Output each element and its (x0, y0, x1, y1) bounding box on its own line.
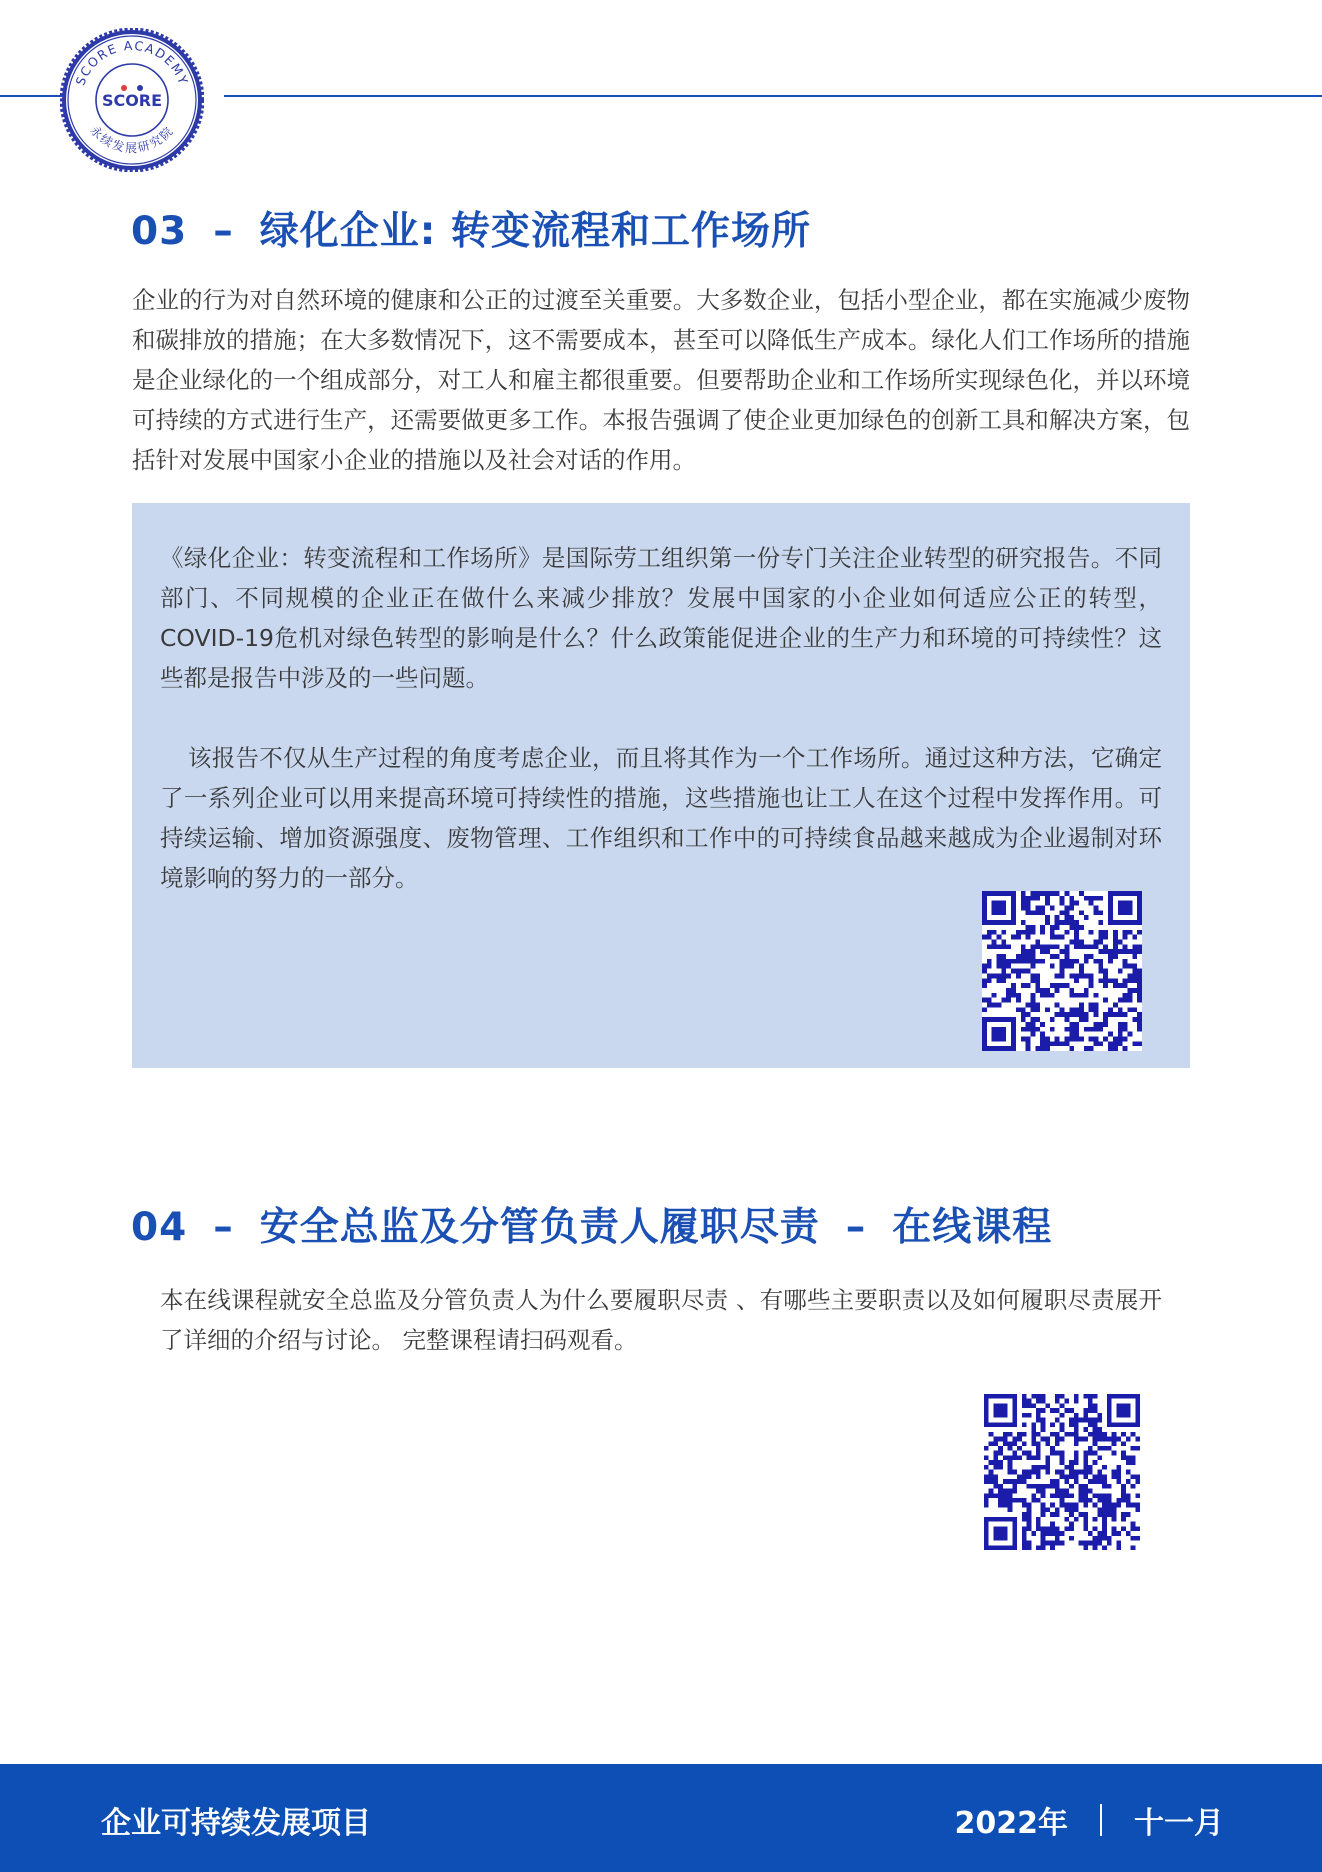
report-qr-code[interactable] (982, 891, 1142, 1051)
course-qr-code[interactable] (984, 1394, 1140, 1550)
section-04-title: 安全总监及分管负责人履职尽责 (259, 1205, 820, 1250)
section-03-dash: – (213, 209, 234, 254)
section-03-heading (131, 200, 811, 256)
report-summary-paragraph-1: 《绿化企业：转变流程和工作场所》是国际劳工组织第一份专门关注企业转型的研究报告。不同部门、不同规模的企业正在做什么来减少排放？发展中国家的小企业如何适应公正的转型，COVID-19危机对绿色转型的影响是什么？什么政策能促进企业的生产力和环境的可持续性？这些都是报告中涉及的一些问题。 (160, 544, 1162, 692)
score-academy-logo (60, 28, 204, 172)
header-rule-right (224, 95, 1322, 97)
svg-text:SCORE: SCORE (101, 91, 163, 110)
footer-month: 十一月 (1134, 1806, 1224, 1841)
footer-separator (1100, 1804, 1102, 1836)
footer-date (955, 1798, 1225, 1842)
section-04-number: 04 (131, 1205, 188, 1250)
header-rule-left (0, 95, 62, 97)
section-03-title: 绿化企业: 转变流程和工作场所 (259, 209, 811, 254)
section-04-body: 本在线课程就安全总监及分管负责人为什么要履职尽责 、有哪些主要职责以及如何履职尽责展开了详细的介绍与讨论。 完整课程请扫码观看。 (160, 1286, 1162, 1354)
section-03-number: 03 (131, 209, 188, 254)
footer-project-name: 企业可持续发展项目 (101, 1806, 371, 1841)
section-03-intro: 企业的行为对自然环境的健康和公正的过渡至关重要。大多数企业，包括小型企业，都在实施减少废物和碳排放的措施；在大多数情况下，这不需要成本，甚至可以降低生产成本。绿化人们工作场所的措施是企业绿化的一个组成部分，对工人和雇主都很重要。但要帮助企业和工作场所实现绿色化，并以环境可持续的方式进行生产，还需要做更多工作。本报告强调了使企业更加绿色的创新工具和解决方案，包括针对发展中国家小企业的措施以及社会对话的作用。 (132, 286, 1190, 474)
section-04-heading (131, 1196, 1052, 1252)
qr-code-icon (982, 891, 1142, 1051)
report-summary-paragraph-2: 该报告不仅从生产过程的角度考虑企业，而且将其作为一个工作场所。通过这种方法，它确定了一系列企业可以用来提高环境可持续性的措施，这些措施也让工人在这个过程中发挥作用。可持续运输、增加资源强度、废物管理、工作组织和工作中的可持续食品越来越成为企业遏制对环境影响的努力的一部分。 (160, 744, 1162, 892)
footer-year: 2022年 (954, 1806, 1068, 1841)
section-04-dash: – (213, 1205, 234, 1250)
qr-code-icon (984, 1394, 1140, 1550)
section-04-subtitle: 在线课程 (892, 1205, 1053, 1250)
svg-text:SCORE ACADEMY: SCORE ACADEMY (72, 37, 192, 88)
footer-bar (0, 1764, 1322, 1872)
section-04-dash-2: – (845, 1205, 867, 1250)
svg-text:永续发展研究院: 永续发展研究院 (87, 123, 177, 155)
